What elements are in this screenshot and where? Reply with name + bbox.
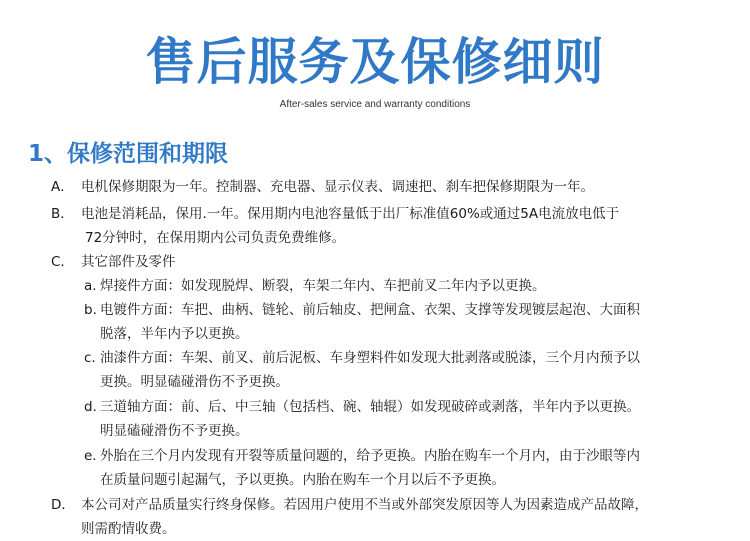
item-marker: A． bbox=[51, 179, 74, 195]
sub-item-marker: e. bbox=[84, 448, 97, 464]
sub-item-text-cont: 在质量问题引起漏气，予以更换。内胎在购车一个月以后不予更换。 bbox=[100, 472, 505, 488]
sub-item-marker: c. bbox=[84, 350, 96, 366]
page-title: 售后服务及保修细则 bbox=[145, 33, 605, 91]
sub-item-marker: d. bbox=[84, 399, 97, 415]
sub-item-text: 电镀件方面：车把、曲柄、链轮、前后轴皮、把闸盒、衣架、支撑等发现镀层起泡、大面积 bbox=[100, 302, 640, 318]
page-subtitle: After-sales service and warranty conditions bbox=[279, 99, 471, 110]
sub-item-marker: b. bbox=[84, 302, 97, 318]
item-marker: B． bbox=[51, 206, 74, 222]
item-text: 其它部件及零件 bbox=[81, 254, 176, 270]
item-text: 本公司对产品质量实行终身保修。若因用户使用不当或外部突发原因等人为因素造成产品故障， bbox=[81, 497, 648, 513]
section-heading: 1、保修范围和期限 bbox=[28, 141, 229, 167]
sub-item-text: 三道轴方面：前、后、中三轴（包括档、碗、轴辊）如发现破碎或剥落，半年内予以更换。 bbox=[100, 399, 640, 415]
sub-item-text: 外胎在三个月内发现有开裂等质量问题的，给予更换。内胎在购车一个月内，由于沙眼等内 bbox=[100, 448, 640, 464]
sub-item-text: 油漆件方面：车架、前叉、前后泥板、车身塑料件如发现大批剥落或脱漆，三个月内预予以 bbox=[100, 350, 640, 366]
sub-item-text-cont: 明显磕碰滑伤不予更换。 bbox=[100, 423, 249, 439]
item-marker: C． bbox=[51, 254, 74, 270]
sub-item-marker: a. bbox=[84, 278, 97, 294]
item-marker: D． bbox=[51, 497, 75, 513]
sub-item-text-cont: 脱落，半年内予以更换。 bbox=[100, 326, 249, 342]
item-text: 电池是消耗品，保用.一年。保用期内电池容量低于出厂标准值60%或通过5A电流放电低于 bbox=[81, 206, 620, 222]
item-text-cont: 72分钟时，在保用期内公司负责免费维修。 bbox=[85, 230, 346, 246]
item-text-cont: 则需酌情收费。 bbox=[81, 521, 176, 537]
sub-item-text: 焊接件方面：如发现脱焊、断裂，车架二年内、车把前叉二年内予以更换。 bbox=[100, 278, 546, 294]
sub-item-text-cont: 更换。明显磕碰滑伤不予更换。 bbox=[100, 374, 289, 390]
item-text: 电机保修期限为一年。控制器、充电器、显示仪表、调速把、刹车把保修期限为一年。 bbox=[81, 179, 594, 195]
